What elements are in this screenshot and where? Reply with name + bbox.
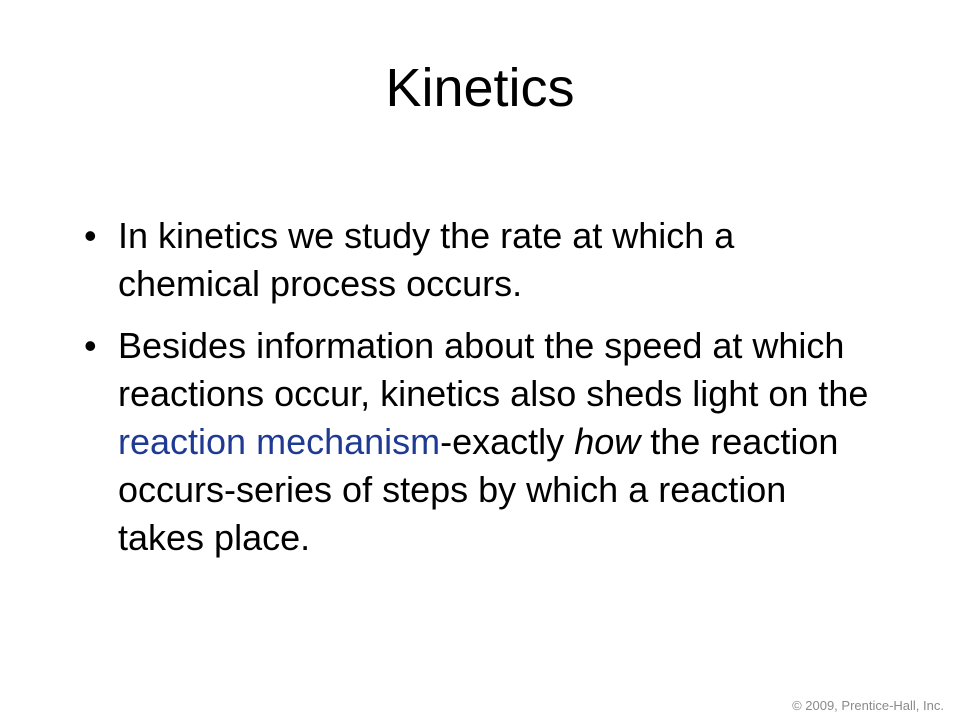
- bullet-text-1: In kinetics we study the rate at which a chemical process occurs.: [118, 215, 735, 304]
- bullet-text-2-end: the reaction occurs-series of steps by which a reaction takes place.: [118, 421, 839, 558]
- slide-title: Kinetics: [385, 58, 575, 118]
- bullet-list: [80, 212, 880, 576]
- bullet-text-2-middle: -exactly: [440, 421, 575, 462]
- bullet-icon: •: [84, 215, 97, 256]
- bullet-text-2-intro: Besides information about the speed at which reactions occur, kinetics also sheds light on the: [118, 325, 869, 414]
- bullet-item-1: [80, 212, 880, 308]
- reaction-mechanism-term: reaction mechanism: [118, 421, 441, 462]
- bullet-item-2: [80, 322, 880, 562]
- emphasis-how: how: [574, 421, 641, 462]
- bullet-icon: •: [84, 325, 97, 366]
- copyright-notice: © 2009, Prentice-Hall, Inc.: [792, 698, 944, 713]
